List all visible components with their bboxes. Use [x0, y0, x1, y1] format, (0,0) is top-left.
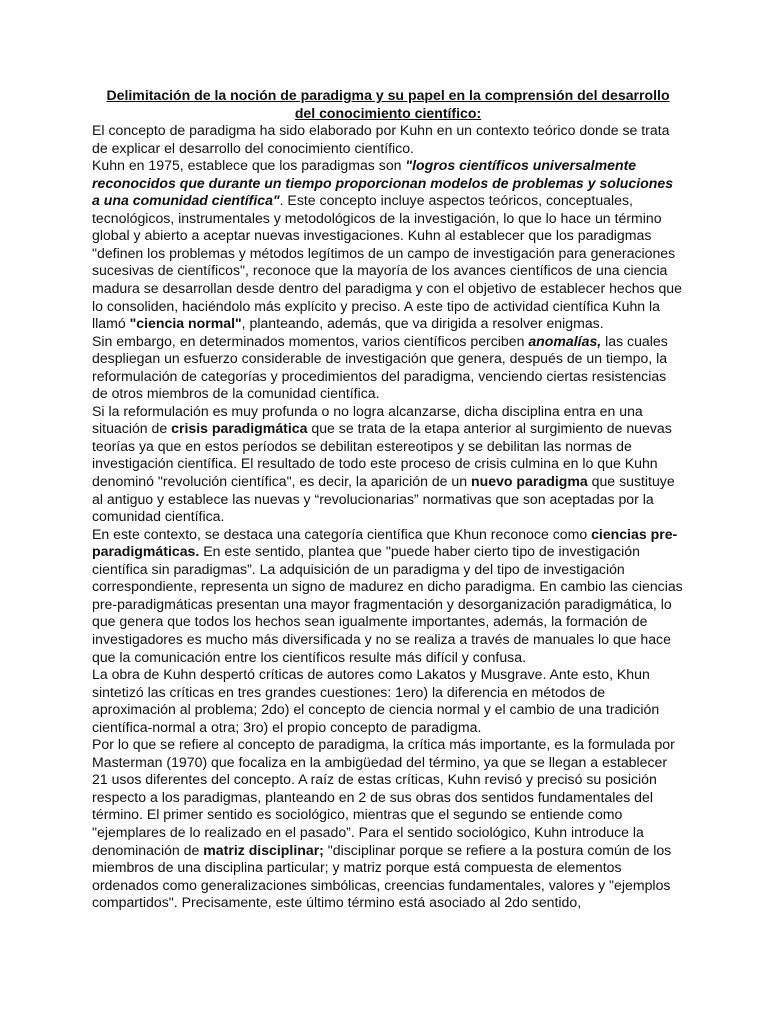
text-segment: Si la reformulación es muy profunda o no logra alcanzarse, dicha disciplina entra en una situación de: [92, 402, 643, 437]
text-segment: Sin embargo, en determinados momentos, varios científicos perciben: [92, 332, 529, 349]
title-line-1: Delimitación de la noción de paradigma y su papel en la comprensión del desarrollo: [106, 87, 670, 103]
emphasis-quote: "logros científicos universalmente reconocidos que durante un tiempo proporcionan modelos de problemas y soluciones a una comunidad científica": [92, 157, 674, 209]
paragraph-pre-paradigmatic: [92, 526, 684, 666]
text-segment: "disciplinar porque se refiere a la postura común de los miembros de una disciplina particular; y matriz porque está compuesta de elementos ordenados como generalizaciones simbólicas, creencias fundamentales, valores y "ejemplos compartidos". Precisamente, este último término está asociado al 2do sentido,: [92, 841, 672, 911]
title-line-2: del conocimiento científico:: [294, 104, 482, 121]
emphasis-term: "ciencia normal": [129, 315, 242, 332]
text-segment: , planteando, además, que va dirigida a resolver enigmas.: [241, 315, 604, 332]
document-title: [92, 87, 684, 122]
paragraph-anomalies: [92, 333, 684, 403]
emphasis-term: anomalías,: [528, 332, 602, 349]
text-segment: Por lo que se refiere al concepto de paradigma, la crítica más importante, es la formulada por Masterman (1970) que focaliza en la ambigüedad del término, ya que se llegan a establecer 21 usos diferentes del concepto. A raíz de estas críticas, Kuhn revisó y precisó su posición respecto a los paradigmas, planteando en 2 de sus obras dos sentidos fundamentales del término. El primer sentido es sociológico, mientras que el segundo se entiende como "ejemplares de lo realizado en el pasado”. Para el sentido sociológico, Kuhn introduce la denominación de: [92, 736, 675, 858]
emphasis-term: ciencias pre-paradigmáticas.: [92, 525, 678, 560]
emphasis-term: nuevo paradigma: [471, 473, 588, 490]
paragraph-masterman: [92, 736, 684, 911]
emphasis-term: matriz disciplinar;: [203, 841, 324, 858]
text-segment: En este contexto, se destaca una categoría científica que Khun reconoce como: [92, 525, 592, 542]
text-segment: En este sentido, plantea que "puede haber cierto tipo de investigación científica sin paradigmas”. La adquisición de un paradigma y del tipo de investigación correspondiente, representa un signo de madurez en dicho paradigma. En cambio las ciencias pre-paradigmáticas presentan una mayor fragmentación y desorganización paradigmática, lo que genera que todos los hechos sean igualmente importantes, además, la formación de investigadores es mucho más diversificada y no se realiza a través de manuales lo que hace que la comunicación entre los científicos resulte más difícil y confusa.: [92, 543, 683, 665]
paragraph-criticisms: La obra de Kuhn despertó críticas de autores como Lakatos y Musgrave. Ante esto, Khun sintetizó las críticas en tres grandes cuestiones: 1ero) la diferencia en métodos de aproximación al problema; 2do) el concepto de ciencia normal y el cambio de una tradición científica-normal a otra; 3ro) el propio concepto de paradigma.: [92, 666, 660, 735]
emphasis-term: crisis paradigmática: [171, 420, 308, 437]
text-segment: que sustituye al antiguo y establece las nuevas y “revolucionarias” normativas que son aceptadas por la comunidad científica.: [92, 473, 675, 525]
text-segment: las cuales despliegan un esfuerzo considerable de investigación que genera, después de un tiempo, la reformulación de categorías y procedimientos del paradigma, venciendo ciertas resistencias de otros miembros de la comunidad científica.: [92, 332, 668, 402]
paragraph-crisis: [92, 403, 684, 526]
paragraph-intro: El concepto de paradigma ha sido elaborado por Kuhn en un contexto teórico donde se trata de explicar el desarrollo del conocimiento científico.: [92, 122, 670, 156]
text-segment: . Este concepto incluye aspectos teóricos, conceptuales, tecnológicos, instrumentales y metodológicos de la investigación, lo que lo hace un término global y abierto a aceptar nuevas investigaciones. Kuhn al establecer que los paradigmas "definen los problemas y métodos legítimos de un campo de investigación para generaciones sucesivas de científicos", reconoce que la mayoría de los avances científicos de una ciencia madura se desarrollan desde dentro del paradigma y con el objetivo de establecer hechos que lo consoliden, haciéndolo más explícito y preciso. A este tipo de actividad científica Kuhn la llamó: [92, 192, 682, 332]
text-segment: Kuhn en 1975, establece que los paradigmas son: [92, 157, 406, 174]
paragraph-paradigm-definition: [92, 157, 684, 332]
text-segment: que se trata de la etapa anterior al surgimiento de nuevas teorías ya que en estos períodos se debilitan estereotipos y se debilitan las normas de investigación científica. El resultado de todo este proceso de crisis culmina en lo que Kuhn denominó "revolución científica", es decir, la aparición de un: [92, 420, 672, 490]
